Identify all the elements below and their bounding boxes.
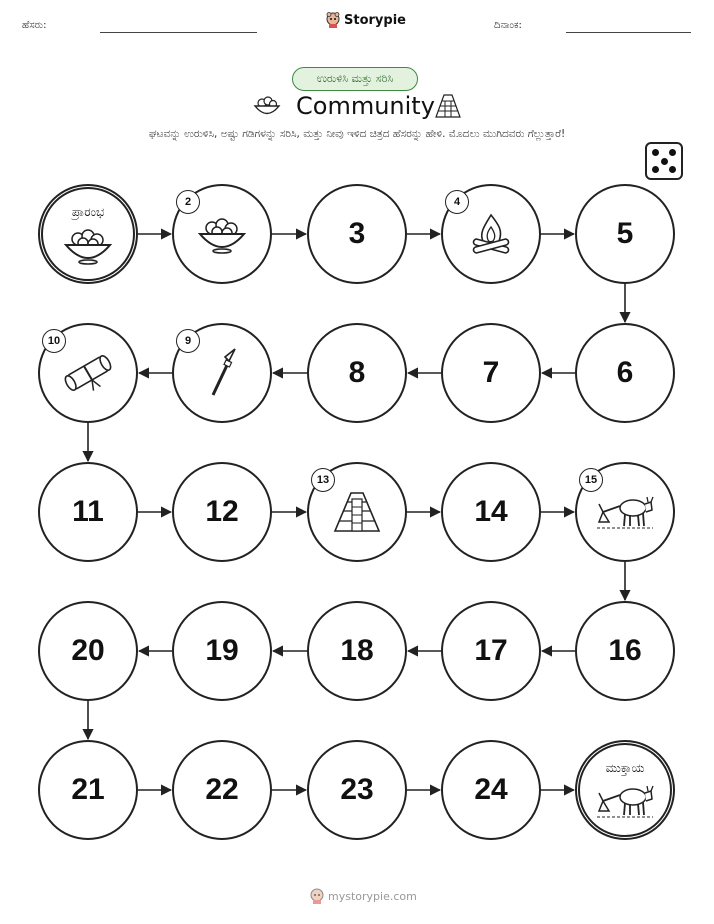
space-number: 22 (205, 773, 239, 806)
space-number-badge: 2 (176, 190, 200, 214)
board-space-20 (38, 601, 138, 701)
storypie-mascot-icon (310, 888, 324, 904)
name-label: ಹೆಸರು: (22, 20, 47, 31)
footer (310, 888, 417, 904)
space-number: 21 (71, 773, 105, 806)
board-space-12 (172, 462, 272, 562)
board-space-23 (307, 740, 407, 840)
space-number: 16 (608, 634, 642, 667)
fruit-bowl-icon (62, 225, 114, 265)
space-number: 17 (474, 634, 508, 667)
space-number-badge: 9 (176, 329, 200, 353)
board-space-3 (307, 184, 407, 284)
instructions: ಘಟವನ್ನು ಉರುಳಿಸಿ, ಅಷ್ಟು ಗಡಿಗಳನ್ನು ಸರಿಸಿ, ಮತ್ತು ನೀವು ಇಳಿದ ಚಿತ್ರದ ಹೆಸರನ್ನು ಹೇಳಿ. ಮೊದಲು ಮುಗಿದವರು ಗೆಲ್ಲುತ್ತಾರೆ! (148, 128, 566, 140)
board-space-24 (441, 740, 541, 840)
space-number: 5 (616, 217, 634, 250)
board-space-11 (38, 462, 138, 562)
game-type-badge: ಉರುಳಿಸಿ ಮತ್ತು ಸರಿಸಿ (292, 67, 418, 91)
board-space-7 (441, 323, 541, 423)
board-space-22 (172, 740, 272, 840)
space-number-badge: 4 (445, 190, 469, 214)
brand-name: Storypie (344, 12, 406, 28)
space-number: 6 (616, 356, 634, 389)
pyramid-icon (331, 489, 383, 535)
space-number-badge: 15 (579, 468, 603, 492)
board-space-21 (38, 740, 138, 840)
board-space-8 (307, 323, 407, 423)
finish-label: ಮುಕ್ತಾಯ (605, 761, 645, 775)
board-space-6 (575, 323, 675, 423)
space-number: 12 (205, 495, 239, 528)
board-space-17 (441, 601, 541, 701)
board-space-5 (575, 184, 675, 284)
board-space-19 (172, 601, 272, 701)
campfire-icon (469, 211, 513, 257)
space-number: 23 (340, 773, 374, 806)
spear-icon (207, 347, 237, 399)
space-number: 11 (72, 495, 104, 528)
space-number: 18 (340, 634, 374, 667)
ox-plough-icon (595, 492, 655, 532)
board-space-18 (307, 601, 407, 701)
ox-plough-icon (595, 781, 655, 821)
fruit-bowl-icon (196, 214, 248, 254)
board-space-14 (441, 462, 541, 562)
page-title: Community (296, 92, 435, 120)
space-number: 20 (71, 634, 105, 667)
space-number: 8 (348, 356, 366, 389)
space-number: 19 (205, 634, 239, 667)
space-number: 7 (482, 356, 500, 389)
board-space-16 (575, 601, 675, 701)
date-label: ದಿನಾಂಕ: (494, 20, 522, 31)
space-number-badge: 13 (311, 468, 335, 492)
start-label: ಪ್ರಾರಂಭ (71, 205, 105, 219)
start-space (38, 184, 138, 284)
space-number: 3 (348, 217, 366, 250)
space-number-badge: 10 (42, 329, 66, 353)
space-number: 24 (474, 773, 508, 806)
space-number: 14 (474, 495, 508, 528)
scroll-icon (60, 351, 116, 395)
footer-site: mystorypie.com (328, 889, 417, 903)
finish-space (575, 740, 675, 840)
